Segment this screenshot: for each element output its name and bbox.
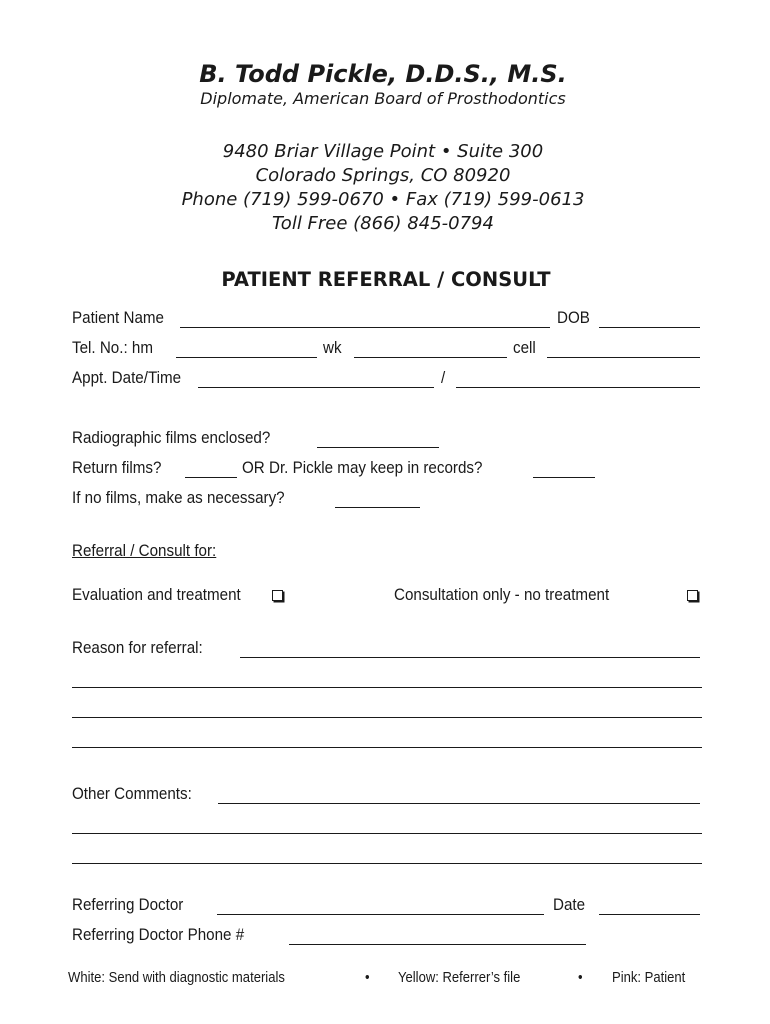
patient-name-label: Patient Name (72, 309, 164, 327)
address-line-1: 9480 Briar Village Point • Suite 300 (222, 141, 544, 162)
phone-fax-line: Phone (719) 599-0670 • Fax (719) 599-0613 (181, 189, 585, 210)
dob-field[interactable] (599, 314, 700, 328)
address-line-2: Colorado Springs, CO 80920 (255, 165, 511, 186)
comments-line-2[interactable] (72, 820, 702, 834)
reason-line-4[interactable] (72, 734, 702, 748)
referral-date-label: Date (553, 896, 586, 914)
evaluation-treatment-label: Evaluation and treatment (72, 586, 241, 604)
make-films-label: If no films, make as necessary? (72, 489, 285, 507)
practice-credential: Diplomate, American Board of Prosthodontics (200, 89, 566, 108)
tel-work-label: wk (323, 339, 342, 357)
tel-home-field[interactable] (176, 344, 317, 358)
appt-time-field[interactable] (456, 374, 700, 388)
appt-label: Appt. Date/Time (72, 369, 182, 387)
referring-doctor-label: Referring Doctor (72, 896, 184, 914)
patient-name-field[interactable] (180, 314, 550, 328)
reason-label: Reason for referral: (72, 639, 203, 657)
reason-line-2[interactable] (72, 674, 702, 688)
footer-bullet-1: • (365, 970, 370, 986)
footer-bullet-2: • (578, 970, 583, 986)
comments-field[interactable] (218, 790, 700, 804)
referring-phone-label: Referring Doctor Phone # (72, 926, 245, 944)
reason-line-3[interactable] (72, 704, 702, 718)
tel-cell-label: cell (513, 339, 536, 357)
dob-label: DOB (557, 309, 590, 327)
appt-date-field[interactable] (198, 374, 434, 388)
footer-pink-copy: Pink: Patient (612, 970, 686, 986)
footer-white-copy: White: Send with diagnostic materials (68, 970, 285, 986)
return-films-field[interactable] (185, 464, 237, 478)
referral-date-field[interactable] (599, 901, 700, 915)
form-title: PATIENT REFERRAL / CONSULT (221, 268, 551, 291)
toll-free-line: Toll Free (866) 845-0794 (272, 213, 494, 234)
referring-doctor-field[interactable] (217, 901, 544, 915)
referral-heading: Referral / Consult for: (72, 542, 217, 560)
keep-films-label: OR Dr. Pickle may keep in records? (242, 459, 483, 477)
tel-home-label: Tel. No.: hm (72, 339, 153, 357)
reason-field[interactable] (240, 644, 700, 658)
films-enclosed-field[interactable] (317, 434, 439, 448)
make-films-field[interactable] (335, 494, 420, 508)
films-enclosed-label: Radiographic films enclosed? (72, 429, 271, 447)
tel-work-field[interactable] (354, 344, 507, 358)
comments-line-3[interactable] (72, 850, 702, 864)
consultation-only-checkbox[interactable] (687, 590, 698, 601)
consultation-only-label: Consultation only - no treatment (394, 586, 610, 604)
evaluation-treatment-checkbox[interactable] (272, 590, 283, 601)
appt-separator: / (441, 369, 446, 387)
referring-phone-field[interactable] (289, 931, 586, 945)
return-films-label: Return films? (72, 459, 162, 477)
keep-films-field[interactable] (533, 464, 595, 478)
tel-cell-field[interactable] (547, 344, 700, 358)
footer-yellow-copy: Yellow: Referrer’s file (398, 970, 521, 986)
comments-label: Other Comments: (72, 785, 192, 803)
practice-name: B. Todd Pickle, D.D.S., M.S. (199, 60, 567, 88)
